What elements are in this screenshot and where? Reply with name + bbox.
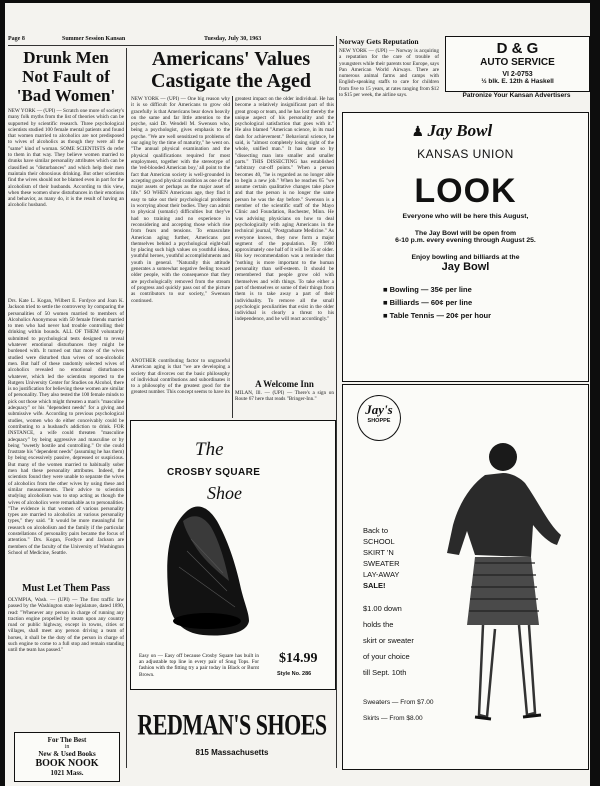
jaybowl-intro: Everyone who will be here this August,: [402, 213, 529, 220]
jaybowl-venue: Jay Bowl: [441, 261, 490, 273]
sale-line: SCHOOL: [363, 537, 395, 546]
hold-line: of your choice: [363, 652, 410, 661]
jaybowl-hours: 6-10 p.m. every evening through August 25.: [395, 237, 536, 244]
jaybowl-brand: Jay Bowl: [427, 121, 493, 140]
ad-redmans-shoes: [130, 690, 334, 768]
page-number: Page 8: [8, 36, 25, 42]
masthead-rule: [8, 45, 334, 46]
book-nook-address: 1021 Mass.: [50, 769, 84, 777]
jays-skirts-price: Skirts — From $8.00: [363, 715, 423, 722]
sale-line: LAY-AWAY: [363, 570, 400, 579]
jaybowl-logo: [406, 121, 526, 143]
headline-welcome-inn: A Welcome Inn: [255, 379, 314, 389]
jaybowl-enjoy: Enjoy bowling and billiards at the: [411, 254, 520, 261]
crosby-brand: CROSBY SQUARE: [167, 467, 261, 478]
price-value: 60¢ per line: [430, 298, 473, 307]
jays-shoppe: SHOPPE: [367, 418, 391, 424]
dg-name: D & G: [496, 40, 539, 57]
ad-jays-shoppe: [342, 384, 589, 770]
book-nook-name: BOOK NOOK: [35, 758, 99, 769]
article-drunk-men-body-cont: Drs. Kate L. Kogan, Wilbert E. Fordyce and Joan K. Jackson tried to settle the controversy by comparing the personalities of 50 women married to members of Alcoholics Anonymous with 50 female friends married to men who had never had trouble controlling their drinking within bounds. ALL OF THEM voluntarily submitted to psychological tests designed to reveal whatever emotional disturbances they might be burdened with. It turned out that more of the wives studied were disturbed than wives of non-alcoholic men. But half of these randomly selected wives of alcoholics revealed no emotional disturbances whatever, which led the scientists reported to the Rutgers University Center for Studies on Alcohol, there is no justification for believing these women are similar of personality. They also tested the 100 female minds to pick out those which might threaten a man's "masculine adequacy" or his "dependent needs" for a giving and submissive wife. According to previous psychological studies, women who do either conceivably could be contributing to a husband's addiction to drink. FOR INSTANCE, a wife could threaten "masculine adequacy" by being aggressive and masculine or by being "sweetly hostile and controlling." Or she could frustrate his "dependent needs" (assuming he has them) by being excessively passive, depressed or suspicious. But many of the women married to habitually sober men had these personality attributes. Indeed, the scientists found they were unable to separate the wives of alcoholics from the other wives by using these and similar measurements. Their advice to scientists studying alcoholism was to stop acting as though the wives of alcoholics were remarkable as to personalities. "The evidence is that women of various personality types are married to alcoholics at various personality types," they said. "It would be more meaningful for research on alcoholism and the family if the particular constellations of personality pairs became the focus of attention." Drs. Kogan, Fordyce and Jackson are members of the faculty of the University of Washington School of Medicine, Seattle.: [8, 298, 124, 556]
ad-jay-bowl: [342, 112, 589, 382]
sale-line: SKIRT 'N: [363, 548, 394, 557]
price-value: 20¢ per hour: [446, 311, 492, 320]
article-americans-col2: greatest impact on the older individual. He has become a relatively insignificant part of this great group or team, and he has lost thereby the unique aspect of his personality and the psychological satisfaction that goes with it." He also blamed "American science, in its mad dash for achievement." Behavioral science, he said, is "almost completely losing sight of the whole, unified man." It has done so by "dissecting man into smaller and smaller parts." THIS DISSECTING has established "arbitrary cut-off points." When a person becomes 40, "he is regarded as no longer able to begin a new job." When he reaches 65 "we assume certain qualitative changes take place and that the person is no longer the same person he was the day before." Swenson is a member of the scientific staff of the Mayo Clinic and Foundation, Rochester, Minn. He was advising physicians on how to deal psychologically with aging Americans in the technical journal, "Postgraduate Medicine." As everyone knows, they now form a major segment of the population. By 1980 approximately one half of it will be 35 or older. His key recommendation was a reminder that "nothing is more important to the human personality than self-esteem. It should be remembered that people grow old with themselves and with things. To take either a part of themselves or some of their things from them is to take away a part of their individuality. To remove all the small psychologic peculiarities that exist in the older individual is clearly a threat to his independence, and he will react accordingly.": [235, 96, 334, 323]
dg-tagline: Patronize Your Kansan Advertisers: [462, 92, 571, 99]
headline-drunk-men: Drunk Men Not Fault of 'Bad Women': [16, 48, 116, 105]
redmans-address: 815 Massachusetts: [195, 748, 269, 757]
crosby-copy: Easy on — Easy off because Crosby Square has built in an adjustable top line in every pair of Snug Tops. For fashion with the fitting try a pair today in Black or Burnt Brown.: [139, 653, 259, 678]
dg-phone: VI 2-0753: [502, 71, 533, 78]
sale-line: Back to: [363, 526, 389, 535]
price-value: 35¢ per line: [430, 285, 472, 294]
jaybowl-open: The Jay Bowl will be open from: [414, 230, 517, 237]
jaybowl-place: KANSAS UNION: [417, 147, 514, 161]
headline-norway: Norway Gets Reputation: [339, 37, 419, 46]
price-item: Billiards: [389, 298, 420, 307]
book-nook-line: New & Used Books: [38, 750, 96, 758]
article-drunk-men-body: NEW YORK — (UPI) — Scratch one more of society's many folk myths from the list of theories which can be supported by scientific research. Three psychological scientists studied 100 female mental patients and found that women married to alcoholics are not predisposed to wives of alcoholics as though they were all the "same" kind of woman. SOME SCIENTISTS do refer to them in that way. They believe women married to drunks have similar personality attributes which can be classified as "disturbances" and which help their men maintain their obnoxious drinking. But other scientists find the wives should not be blamed even in part for the alcoholism of their husbands. According to this view, when these women show disturbances in their emotions and behavior, as many do, it is the result of having an alcoholic husband.: [8, 108, 124, 209]
masthead: [8, 36, 334, 44]
scan-edge-top: [0, 0, 600, 3]
sale-line: SWEATER: [363, 559, 400, 568]
paper-name: Summer Session Kansan: [62, 36, 126, 42]
crosby-style: Style No. 286: [277, 671, 312, 677]
col-divider-3: [336, 36, 337, 768]
scan-edge-left: [0, 0, 5, 786]
article-law-passes-body: OLYMPIA, Wash. — (UPI) — The first traffic law passed by the Washington state legislature, dated 1890, read: "Whenever any person in charge of running any traction engine propelled by steam upon any country road or public highway, except in towns, cities or villages, shall meet any person driving a team of horses, it shall be the duty of the person in charge of such engine to come to a full stop and remain standing until the team has passed.": [8, 597, 124, 654]
dg-address: ½ blk. E. 12th & Haskell: [481, 78, 554, 85]
ad-crosby-square: [130, 420, 336, 690]
headline-americans-values: Americans' Values Castigate the Aged: [151, 48, 311, 92]
book-nook-top: For The Best: [47, 736, 87, 744]
article-americans-col1: NEW YORK — (UPI) — One big reason why it is so difficult for Americans to grow old gracefully is that Americans bear down heavily on the same and far little attention to the psyche, said Dr. Wendell M. Swenson who, being a psychologist, gives emphasis to the psyche. "We are well sensitized to problems of our aging by the time of maturity," he went on. "The annual physical examination and the physical qualifications required for most employment, together with the stereotype of the 'red-blooded American boy,' all point to the fact that American society is well-grounded in accepting good physical condition as one of the major assets or perhaps as the major asset of life." SO WHEN Americans age, they find it easy to take out their psychological problems in worrying about their bodies. They can admit to physical (somatic) difficulties but they've had no training and no experience in reconsidering and accepting those which rise from fears and tensions. To emasculate American aging further, Americans put themselves behind a psychological eight-ball by placing such high values on youthful ideas, youthful heroes, youthful accomplishments and youth in general. "Naturally this attitude generates a somewhat negative feeling toward older people, with the consequence that they are psychologically removed from the stream of progress and quickly pass out of the picture as contributors to our society," Swenson continued.: [131, 96, 230, 304]
hold-line: holds the: [363, 620, 394, 629]
bullet-icon: ■: [383, 311, 390, 320]
col-divider-2: [232, 96, 233, 418]
price-row-table-tennis: ■ Table Tennis — 20¢ per hour: [383, 311, 492, 320]
bowling-pin-icon: ♟: [411, 123, 425, 139]
crosby-shoe: Shoe: [207, 483, 242, 503]
book-nook-mid: in: [64, 744, 70, 750]
ad-book-nook: [14, 732, 120, 782]
hold-line: till Sept. 10th: [363, 668, 407, 677]
article-norway-body: NEW YORK — (UPI) — Norway is acquiring a reputation for the care of trouble of youngsters while their parents tour Europe, says Pan American World Airways. There are numerous animal farms and camps with English-speaking staffs to care for children from five to 15 years, at rates ranging from $12 to $15 per week, the airline says.: [339, 48, 439, 99]
jays-sweaters-price: Sweaters — From $7.00: [363, 699, 434, 706]
scan-edge-right: [590, 0, 600, 786]
article-americans-col1-cont: ANOTHER contributing factor to ungraceful American aging is that "we are developing a society that divorces out the basic philosophy of individual contributions and subordinates it to a philosophy of the greatest good for the greatest number. This concept seems to have its: [131, 358, 230, 396]
price-row-bowling: ■ Bowling — 35¢ per line: [383, 285, 472, 294]
issue-date: Tuesday, July 30, 1963: [204, 36, 262, 42]
ad-dg-auto-service: [445, 36, 590, 92]
crosby-price: $14.99: [279, 651, 318, 666]
bullet-icon: ■: [383, 285, 390, 294]
jaybowl-price-list: [383, 283, 588, 322]
price-item: Bowling: [389, 285, 419, 294]
col-divider-1: [126, 48, 127, 768]
bullet-icon: ■: [383, 298, 390, 307]
hold-line: skirt or sweater: [363, 636, 414, 645]
sale-line: SALE!: [363, 581, 386, 590]
price-row-billiards: ■ Billiards — 60¢ per line: [383, 298, 473, 307]
price-item: Table Tennis: [389, 311, 435, 320]
jaybowl-look: LOOK: [414, 172, 517, 210]
hold-line: $1.00 down: [363, 604, 402, 613]
article-welcome-inn-body: MILAN, Ill. — (UPI) — There's a sign on Route 67 here that reads "Bringer-Inn.": [235, 390, 334, 403]
crosby-the: The: [195, 439, 224, 460]
headline-must-let-them-pass: Must Let Them Pass: [22, 583, 110, 594]
jays-hold-lines: [363, 601, 414, 681]
shoe-illustration: [131, 421, 335, 689]
dg-service: AUTO SERVICE: [480, 57, 555, 68]
jays-sale-lines: [363, 525, 400, 591]
jays-brand: Jay's: [365, 402, 393, 417]
redmans-name: REDMAN'S SHOES: [137, 707, 327, 742]
